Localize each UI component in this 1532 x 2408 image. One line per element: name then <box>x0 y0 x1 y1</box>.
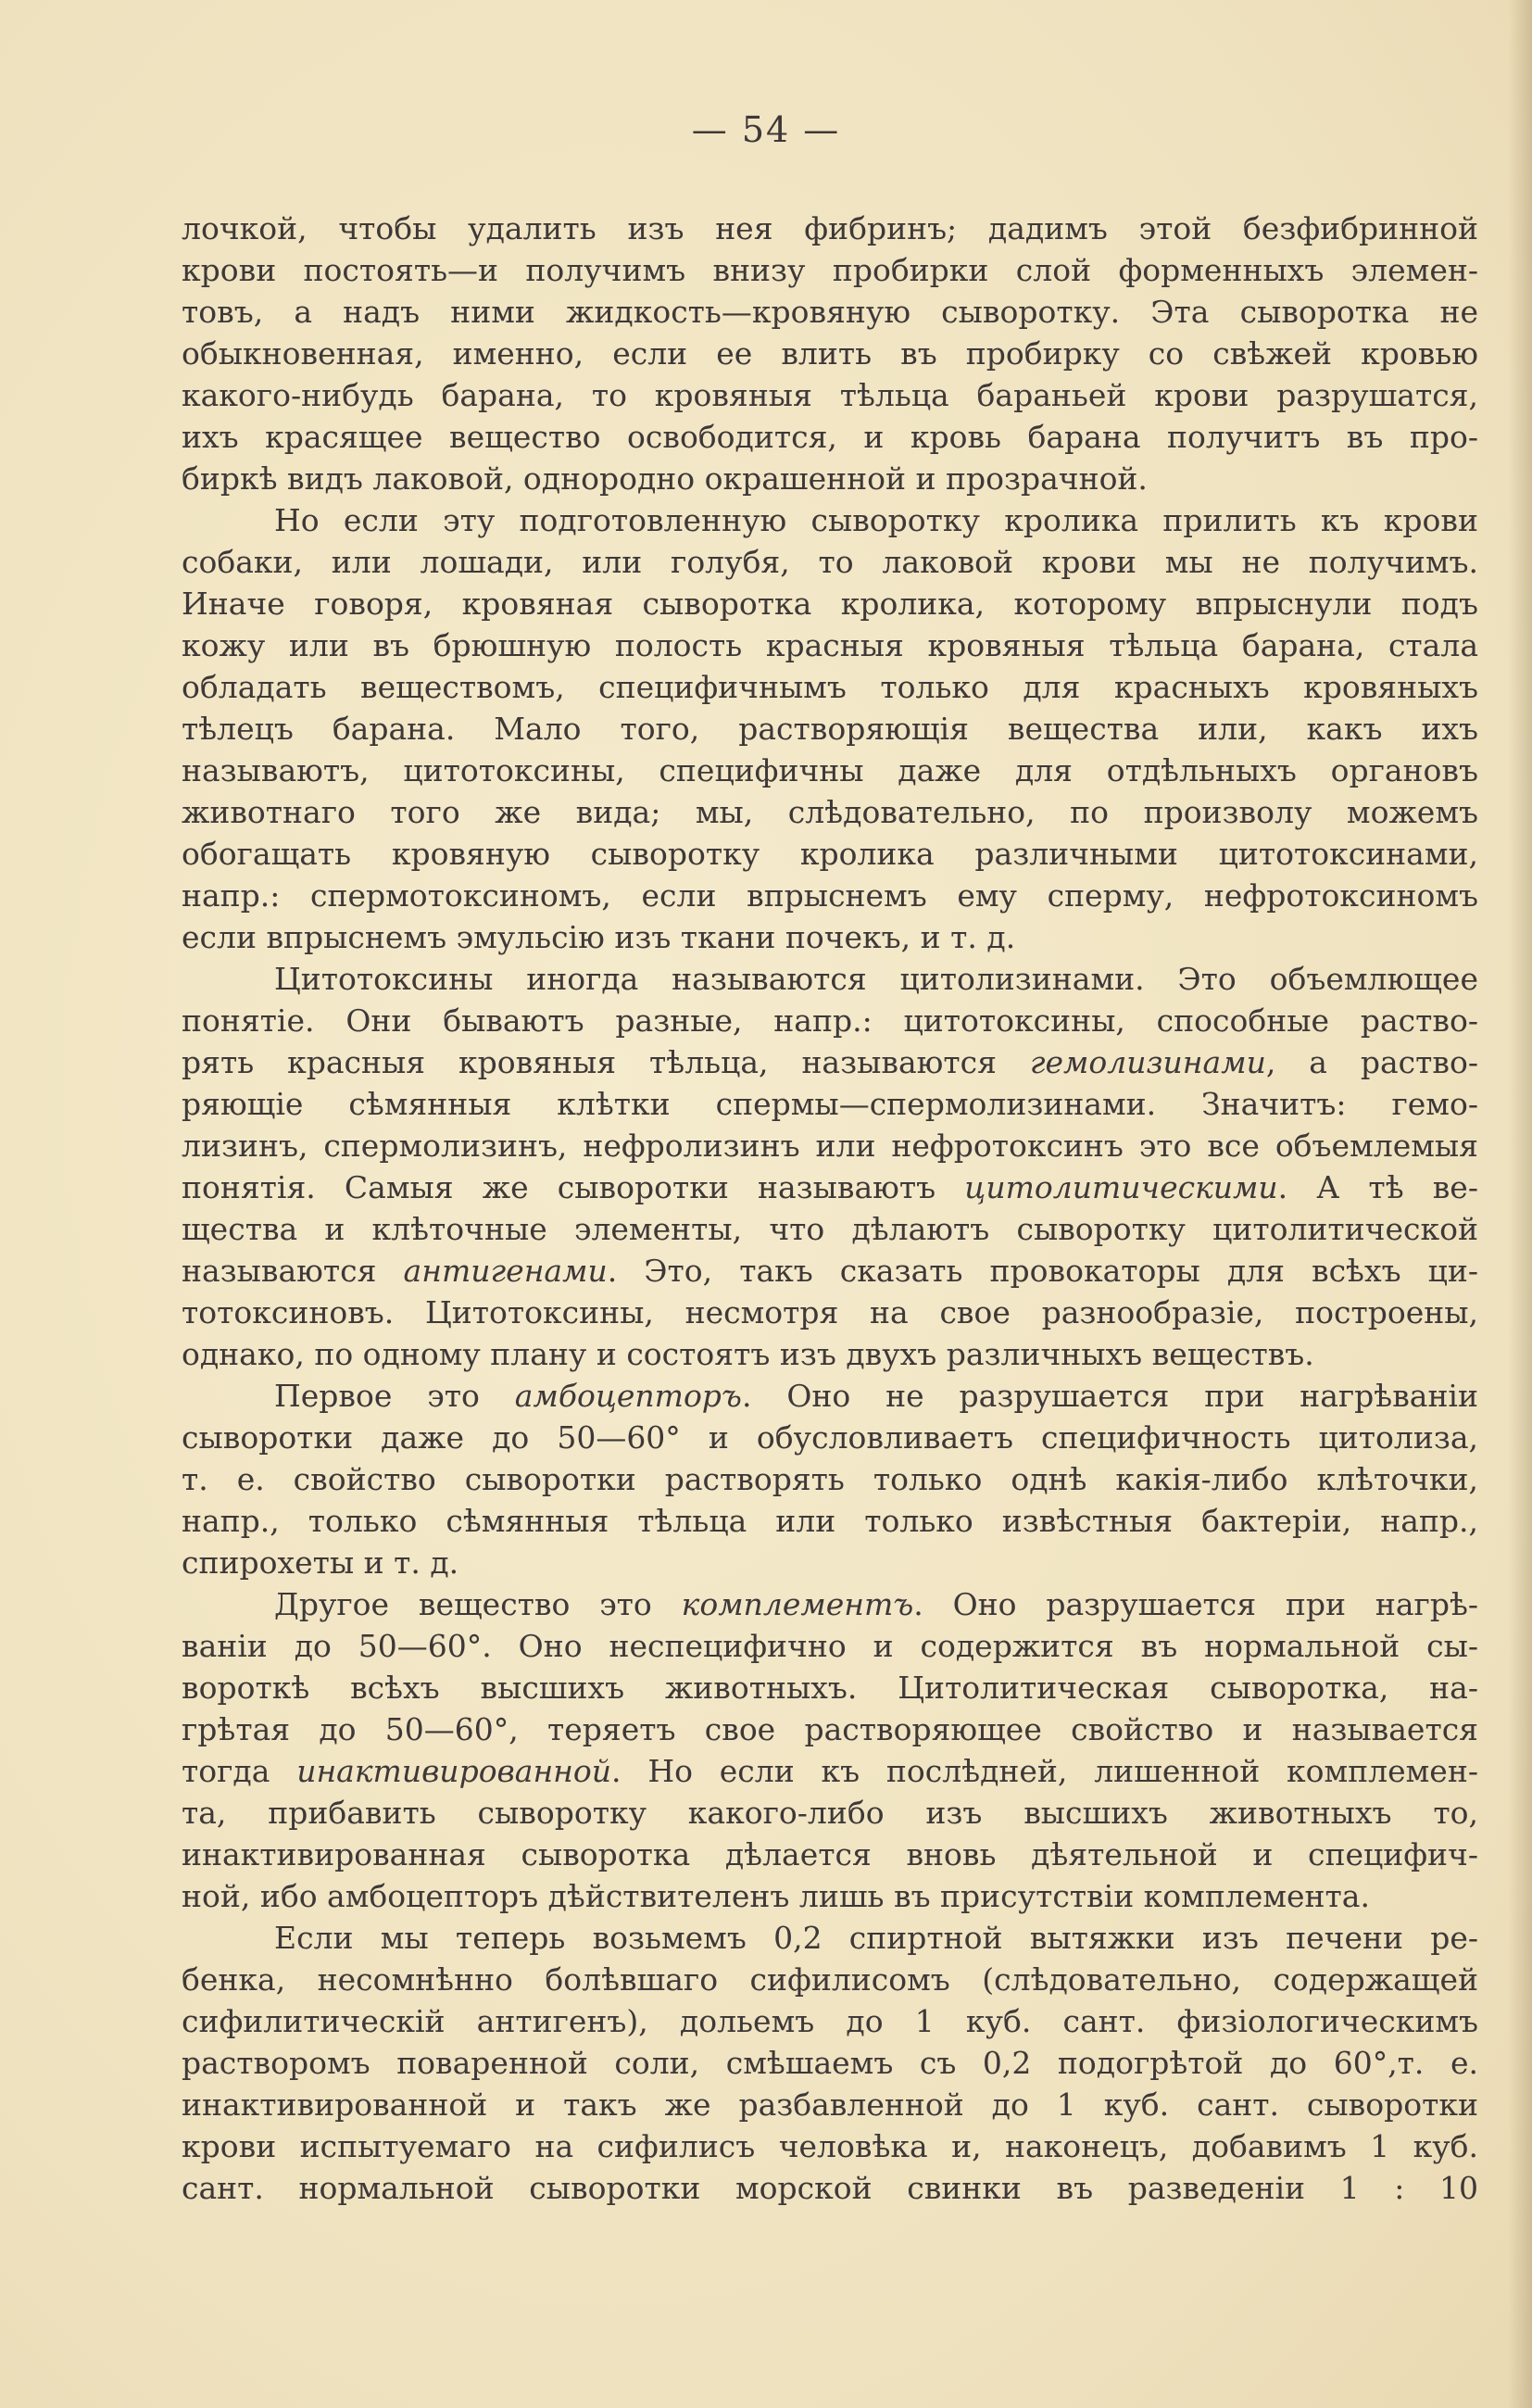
italic-term: инактивированной <box>296 1753 612 1789</box>
text-line: называютъ, цитотоксины, специфичны даже для отдѣльныхъ органовъ <box>182 752 1478 788</box>
italic-term: амбоцепторъ <box>514 1378 742 1414</box>
body-text <box>182 208 1478 2209</box>
italic-term: цитолитическими <box>964 1169 1278 1205</box>
text-line: понятія. Самыя же сыворотки называютъ цитолитическими. А тѣ ве- <box>182 1169 1478 1205</box>
text-line: ихъ красящее вещество освободится, и кровь барана получитъ въ про- <box>182 419 1478 455</box>
text-line: биркѣ видъ лаковой, однородно окрашенной и прозрачной. <box>182 460 1148 497</box>
text-line: обогащать кровяную сыворотку кролика различными цитотоксинами, <box>182 836 1478 872</box>
text-line: тѣлецъ барана. Мало того, растворяющія вещества или, какъ ихъ <box>182 711 1478 747</box>
text-line: растворомъ поваренной соли, смѣшаемъ съ 0,2 подогрѣтой до 60°,т. е. <box>182 2045 1478 2081</box>
text-line: Но если эту подготовленную сыворотку кролика прилить къ крови <box>274 502 1478 538</box>
text-line: Если мы теперь возьмемъ 0,2 спиртной вытяжки изъ печени ре- <box>274 1920 1478 1956</box>
text-line: обыкновенная, именно, если ее влить въ пробирку со свѣжей кровью <box>182 335 1478 372</box>
text-line: ряющіе сѣмянныя клѣтки спермы—спермолизинами. Значитъ: гемо- <box>182 1086 1478 1122</box>
text-line: вороткѣ всѣхъ высшихъ животныхъ. Цитолитическая сыворотка, на- <box>182 1670 1478 1706</box>
page-number: — 54 — <box>691 109 841 150</box>
text-line: называются антигенами. Это, такъ сказать провокаторы для всѣхъ ци- <box>182 1253 1478 1289</box>
text-line: тогда инактивированной. Но если къ послѣдней, лишенной комплемен- <box>182 1753 1478 1789</box>
text-line: Иначе говоря, кровяная сыворотка кролика, которому впрыснули подъ <box>182 586 1478 622</box>
text-line: щества и клѣточные элементы, что дѣлаютъ сыворотку цитолитической <box>182 1211 1478 1247</box>
text-line: понятіе. Они бываютъ разные, напр.: цитотоксины, способные раство- <box>182 1002 1478 1039</box>
text-line: однако, по одному плану и состоятъ изъ двухъ различныхъ веществъ. <box>182 1336 1314 1372</box>
text-line: Цитотоксины иногда называются цитолизинами. Это объемлющее <box>274 961 1478 997</box>
italic-term: антигенами <box>403 1253 608 1289</box>
text-line: какого-нибудь барана, то кровяныя тѣльца бараньей крови разрушатся, <box>182 377 1478 413</box>
text-line: собаки, или лошади, или голубя, то лаковой крови мы не получимъ. <box>182 544 1478 580</box>
text-line: спирохеты и т. д. <box>182 1544 459 1581</box>
text-line: обладать веществомъ, специфичнымъ только для красныхъ кровяныхъ <box>182 669 1478 705</box>
text-line: товъ, а надъ ними жидкость—кровяную сыворотку. Эта сыворотка не <box>182 294 1478 330</box>
text-line: крови испытуемаго на сифилисъ человѣка и, наконецъ, добавимъ 1 куб. <box>182 2128 1478 2164</box>
text-line: сифилитическій антигенъ), дольемъ до 1 куб. сант. физіологическимъ <box>182 2003 1478 2039</box>
page-edge-shadow <box>1508 0 1532 2408</box>
text-line: грѣтая до 50—60°, теряетъ свое растворяющее свойство и называется <box>182 1711 1478 1747</box>
text-line: животнаго того же вида; мы, слѣдовательно, по произволу можемъ <box>182 794 1478 830</box>
text-line: рять красныя кровяныя тѣльца, называются гемолизинами, а раство- <box>182 1044 1478 1080</box>
text-line: тотоксиновъ. Цитотоксины, несмотря на свое разнообразіе, построены, <box>182 1294 1478 1330</box>
text-line: инактивированной и такъ же разбавленной до 1 куб. сант. сыворотки <box>182 2087 1478 2123</box>
text-line: лизинъ, спермолизинъ, нефролизинъ или нефротоксинъ это все объемлемыя <box>182 1128 1478 1164</box>
text-line: если впрыснемъ эмульсію изъ ткани почекъ, и т. д. <box>182 919 1016 955</box>
text-line: сант. нормальной сыворотки морской свинки въ разведеніи 1 : 10 <box>182 2170 1478 2206</box>
text-line: крови постоять—и получимъ внизу пробирки слой форменныхъ элемен- <box>182 252 1478 288</box>
text-line: кожу или въ брюшную полость красныя кровяныя тѣльца барана, стала <box>182 627 1478 663</box>
text-line: та, прибавить сыворотку какого-либо изъ высшихъ животныхъ то, <box>182 1795 1478 1831</box>
text-line: сыворотки даже до 50—60° и обусловливаетъ специфичность цитолиза, <box>182 1419 1478 1456</box>
text-line: бенка, несомнѣнно болѣвшаго сифилисомъ (слѣдовательно, содержащей <box>182 1961 1478 1998</box>
italic-term: комплементъ <box>681 1586 914 1622</box>
text-line: инактивированная сыворотка дѣлается вновь дѣятельной и специфич- <box>182 1836 1478 1872</box>
text-line: напр.: спермотоксиномъ, если впрыснемъ ему сперму, нефротоксиномъ <box>182 877 1478 914</box>
text-line: Первое это амбоцепторъ. Оно не разрушается при нагрѣваніи <box>274 1378 1478 1414</box>
text-line: ваніи до 50—60°. Оно неспецифично и содержится въ нормальной сы- <box>182 1628 1478 1664</box>
italic-term: гемолизинами <box>1029 1044 1266 1080</box>
text-line: напр., только сѣмянныя тѣльца или только извѣстныя бактеріи, напр., <box>182 1503 1478 1539</box>
text-line: ной, ибо амбоцепторъ дѣйствителенъ лишь въ присутствіи комплемента. <box>182 1878 1370 1914</box>
text-line: т. е. свойство сыворотки растворять только однѣ какія-либо клѣточки, <box>182 1461 1478 1497</box>
text-line: Другое вещество это комплементъ. Оно разрушается при нагрѣ- <box>274 1586 1478 1622</box>
text-line: лочкой, чтобы удалить изъ нея фибринъ; дадимъ этой безфибринной <box>182 210 1478 246</box>
